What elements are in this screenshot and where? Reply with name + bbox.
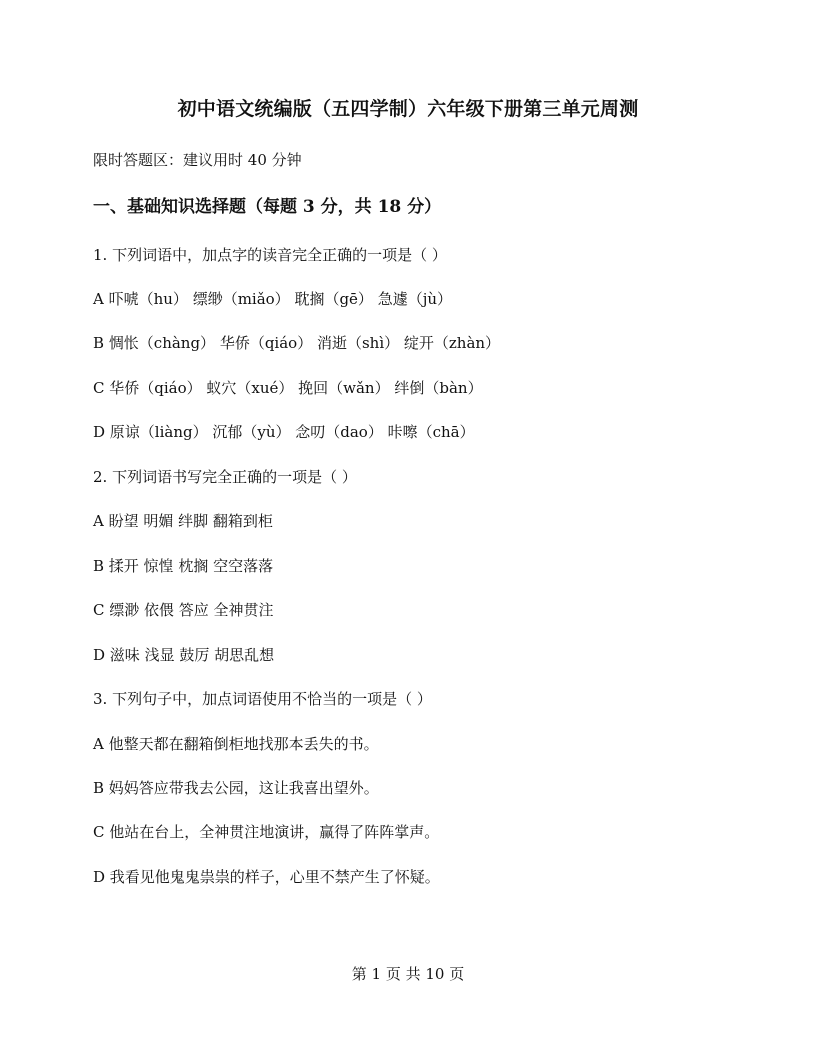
question-1-stem: 1. 下列词语中，加点字的读音完全正确的一项是（ ）	[93, 246, 447, 264]
question-2-option-b: B 揉开 惊惶 枕搁 空空落落	[93, 557, 274, 575]
question-1-option-d: D 原谅（liàng） 沉郁（yù） 念叨（dao） 咔嚓（chā）	[93, 423, 475, 441]
question-1-option-c: C 华侨（qiáo） 蚁穴（xué） 挽回（wǎn） 绊倒（bàn）	[93, 379, 483, 397]
question-3-option-b: B 妈妈答应带我去公园，这让我喜出望外。	[93, 779, 379, 797]
question-3-option-a: A 他整天都在翻箱倒柜地找那本丢失的书。	[93, 735, 379, 753]
question-1-option-b: B 惆怅（chàng） 华侨（qiáo） 消逝（shì） 绽开（zhàn）	[93, 334, 501, 352]
document-title: 初中语文统编版（五四学制）六年级下册第三单元周测	[177, 98, 639, 120]
time-note: 限时答题区：建议用时 40 分钟	[93, 151, 302, 169]
page-footer: 第 1 页 共 10 页	[351, 965, 465, 983]
question-2-option-c: C 缥渺 依偎 答应 全神贯注	[93, 601, 274, 619]
section-heading: 一、基础知识选择题（每题 3 分，共 18 分）	[93, 197, 442, 217]
question-1-option-a: A 吓唬（hu） 缥缈（miǎo） 耽搁（gē） 急遽（jù）	[93, 290, 453, 308]
question-2-option-a: A 盼望 明媚 绊脚 翻箱到柜	[93, 512, 273, 530]
question-3-option-c: C 他站在台上，全神贯注地演讲，赢得了阵阵掌声。	[93, 823, 440, 841]
question-2-option-d: D 滋味 浅显 鼓厉 胡思乱想	[93, 646, 275, 664]
question-3-option-d: D 我看见他鬼鬼祟祟的样子，心里不禁产生了怀疑。	[93, 868, 440, 886]
question-2-stem: 2. 下列词语书写完全正确的一项是（ ）	[93, 468, 357, 486]
question-3-stem: 3. 下列句子中，加点词语使用不恰当的一项是（ ）	[93, 690, 432, 708]
